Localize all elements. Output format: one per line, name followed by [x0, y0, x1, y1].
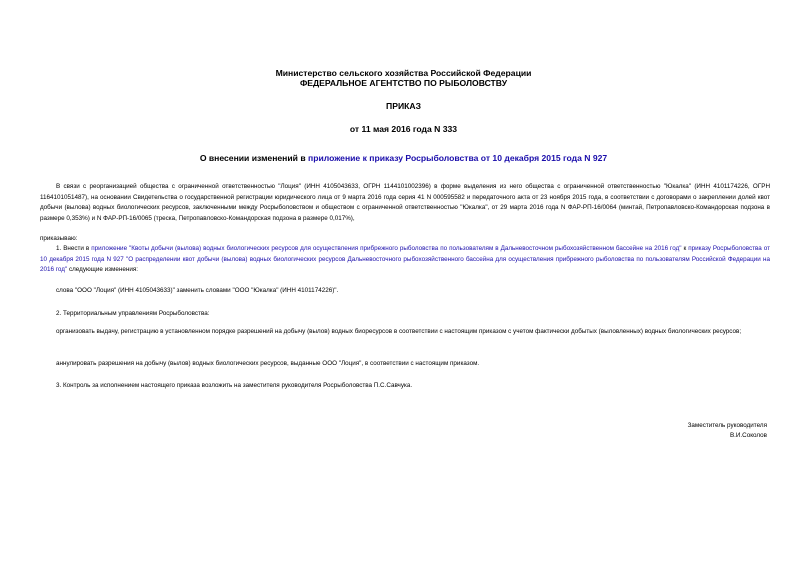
title-prefix: О внесении изменений в: [199, 153, 308, 163]
signature-name: В.И.Соколов: [729, 432, 767, 439]
document-date: от 11 мая 2016 года N 333: [349, 124, 458, 134]
preamble-paragraph: В связи с реорганизацией общества с ограниченной ответственностью "Лоция" (ИНН 4105043633, ОГРН 1144101002396) в форме выделения из него общества с ограниченной ответственностью "Юкалка" (ИНН 4101174226, ОГРН 1164101051487), на основании Свидетельства о государственной регистрации юридического лица от 9 марта 2016 года серия 41 N 000595582 и передаточного акта от 23 ноября 2015 года, в соответствии с договорами о закреплении долей квот добычи (вылова) водных биологических ресурсов, заключенными между Росрыболовством и обществом с ограниченной ответственностью "Юкалка", от 29 марта 2016 года N ФАР-РП-16/0064 (минтай, Петропавловско-Командорская подзона в размере 0,353%) и N ФАР-РП-16/0065 (треска, Петропавловско-Командорская подзона в размере 0,017%),: [40, 183, 770, 222]
order-927-link[interactable]: приказу Росрыболовства от 10 декабря 2015 года N 927 "О распределении квот добычи (вылова) водных биологических ресурсов Дальневосточного рыбохозяйственного бассейна для осуществления прибрежного рыболовства по пользователям Российской Федерации на 2016 год": [40, 245, 770, 273]
annul-permits-paragraph: аннулировать разрешения на добычу (вылов) водных биологических ресурсов, выданные ООО "Лоция", в соответствии с настоящим приказом.: [56, 360, 480, 367]
clause-3-paragraph: 3. Контроль за исполнением настоящего приказа возложить на заместителя руководителя Росрыболовства П.С.Савчука.: [56, 382, 413, 389]
annex-link[interactable]: приложение "Квоты добычи (вылова) водных биологических ресурсов для осуществления прибрежного рыболовства по пользователям в Дальневосточном рыбохозяйственном бассейне на 2016 год": [91, 245, 682, 252]
document-type: ПРИКАЗ: [386, 101, 421, 111]
signature-position: Заместитель руководителя: [687, 422, 767, 429]
clause-1-intro: 1. Внести в: [56, 245, 92, 252]
document-title: [0, 153, 807, 163]
order-word: приказываю:: [40, 235, 78, 242]
clause-1-paragraph: [40, 244, 770, 276]
agency-name: ФЕДЕРАЛЬНОЕ АГЕНТСТВО ПО РЫБОЛОВСТВУ: [299, 78, 508, 88]
ministry-name: Министерство сельского хозяйства Российской Федерации: [275, 68, 532, 78]
title-link[interactable]: приложение к приказу Росрыболовства от 10 декабря 2015 года N 927: [308, 153, 608, 163]
clause-1-end: следующие изменения:: [67, 266, 139, 273]
issue-permits-paragraph: организовать выдачу, регистрацию в установленном порядке разрешений на добычу (вылов) водных биоресурсов в соответствии с настоящим приказом с учетом фактически добытых (выловленных) водных биологических ресурсов;: [56, 328, 742, 335]
replacement-paragraph: слова "ООО "Лоция" (ИНН 4105043633)" заменить словами "ООО "Юкалка" (ИНН 4101174226)".: [56, 287, 339, 294]
clause-1-to: к: [681, 245, 689, 252]
clause-2-paragraph: 2. Территориальным управлениям Росрыболовства:: [56, 310, 210, 317]
